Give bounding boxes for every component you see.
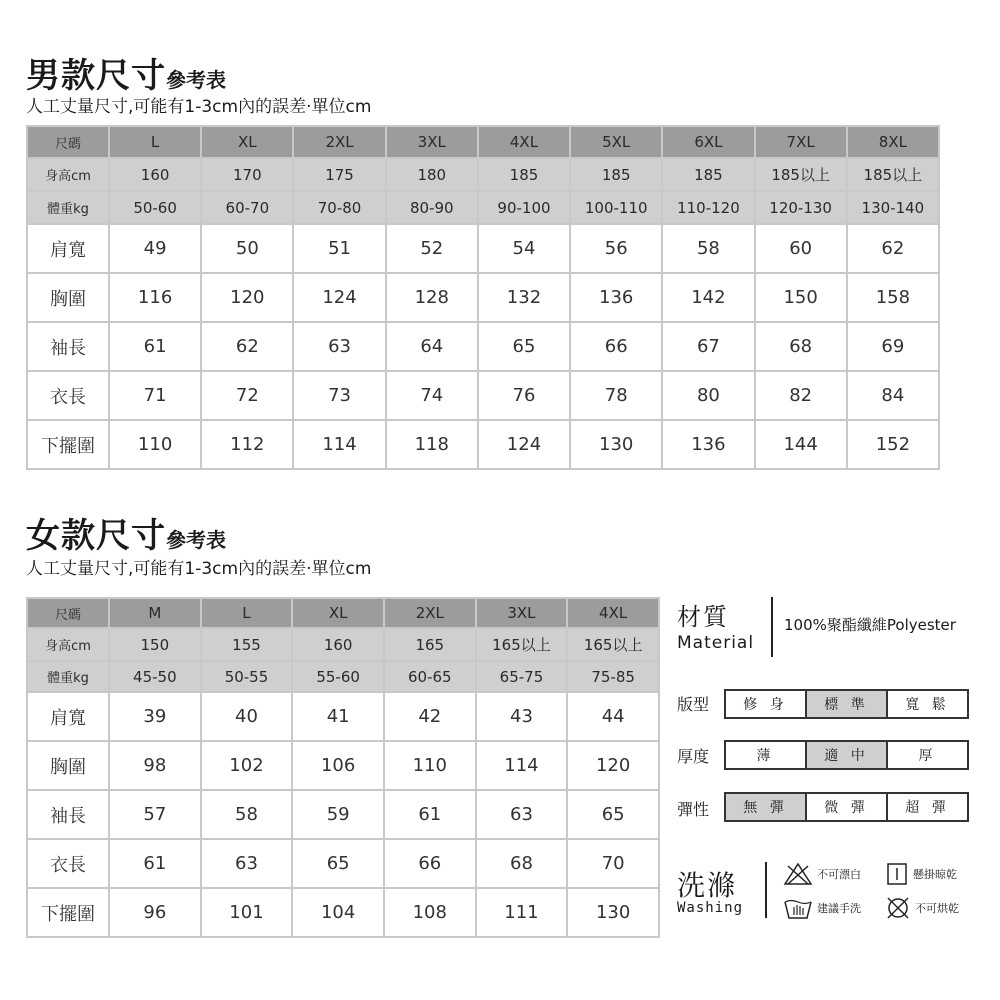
women-weight-row-label: 體重kg: [27, 661, 109, 692]
women-measure-row: [27, 888, 659, 937]
men-measure-row-cell: 73: [293, 371, 385, 420]
fit-option: 寬 鬆: [905, 697, 950, 713]
women-height-row-cell: 165以上: [476, 628, 568, 661]
women-measure-row-cell: 102: [201, 741, 293, 790]
women-height-row-cell: 165: [384, 628, 476, 661]
women-height-row-cell: 150: [109, 628, 201, 661]
men-measure-row-cell: 124: [293, 273, 385, 322]
men-measure-row-cell: 74: [386, 371, 478, 420]
care-hang-dry-text: 懸掛晾乾: [913, 868, 957, 881]
men-measure-row-cell: 51: [293, 224, 385, 273]
men-measure-row-cell: 150: [755, 273, 847, 322]
women-measure-row-cell: 57: [109, 790, 201, 839]
elasticity-option: 微 彈: [807, 794, 888, 820]
men-weight-row-cell: 130-140: [847, 191, 939, 224]
women-size-header-row-label: 尺碼: [27, 598, 109, 628]
men-measure-row-cell: 63: [293, 322, 385, 371]
men-weight-row-cell: 60-70: [201, 191, 293, 224]
men-measure-row-cell: 158: [847, 273, 939, 322]
women-size-header-row-cell: 4XL: [567, 598, 659, 628]
women-weight-row-cell: 50-55: [201, 661, 293, 692]
men-size-header-row-cell: 4XL: [478, 126, 570, 158]
men-size-header-row-cell: 7XL: [755, 126, 847, 158]
no-tumble-dry-icon: [885, 896, 911, 920]
men-size-header-row-cell: 3XL: [386, 126, 478, 158]
men-measure-row: [27, 322, 939, 371]
men-measure-row-cell: 120: [201, 273, 293, 322]
men-measure-row-cell: 130: [570, 420, 662, 469]
men-size-header-row: [27, 126, 939, 158]
men-measure-row-cell: 112: [201, 420, 293, 469]
men-measure-row-label: 衣長: [27, 371, 109, 420]
women-weight-row-cell: 55-60: [292, 661, 384, 692]
men-measure-row-cell: 69: [847, 322, 939, 371]
thickness-option: 厚: [918, 748, 937, 764]
women-measure-row-cell: 63: [201, 839, 293, 888]
men-weight-row-cell: 90-100: [478, 191, 570, 224]
men-measure-row-cell: 124: [478, 420, 570, 469]
men-measure-row-cell: 118: [386, 420, 478, 469]
men-height-row-cell: 185: [478, 158, 570, 191]
elasticity-option: 無 彈: [726, 794, 807, 820]
women-measure-row-cell: 101: [201, 888, 293, 937]
men-measure-row-cell: 144: [755, 420, 847, 469]
women-measure-row-label: 下擺圍: [27, 888, 109, 937]
women-height-row-cell: 160: [292, 628, 384, 661]
women-measure-row-cell: 96: [109, 888, 201, 937]
men-measure-row-cell: 65: [478, 322, 570, 371]
women-weight-row-cell: 75-85: [567, 661, 659, 692]
men-measure-row-cell: 128: [386, 273, 478, 322]
women-measure-row-cell: 108: [384, 888, 476, 937]
elasticity-option: 超 彈: [905, 800, 950, 816]
men-size-header-row-cell: 5XL: [570, 126, 662, 158]
men-height-row-cell: 185以上: [847, 158, 939, 191]
washing-label-en: Washing: [677, 900, 744, 916]
men-weight-row-label: 體重kg: [27, 191, 109, 224]
men-height-row-cell: 185: [570, 158, 662, 191]
women-measure-row-cell: 130: [567, 888, 659, 937]
thickness-options: [724, 740, 969, 770]
men-height-row-cell: 180: [386, 158, 478, 191]
men-height-row-cell: 160: [109, 158, 201, 191]
women-measure-row-cell: 44: [567, 692, 659, 741]
washing-label-zh: 洗滌: [677, 869, 738, 902]
women-measure-row-cell: 68: [476, 839, 568, 888]
men-measure-row-label: 肩寬: [27, 224, 109, 273]
women-size-header-row-cell: M: [109, 598, 201, 628]
women-measure-row: [27, 790, 659, 839]
women-measure-row-cell: 40: [201, 692, 293, 741]
men-height-row-label: 身高cm: [27, 158, 109, 191]
women-title-suffix: 參考表: [166, 528, 226, 552]
men-measure-row-cell: 76: [478, 371, 570, 420]
men-title-main: 男款尺寸: [26, 56, 166, 96]
women-measure-row-cell: 66: [384, 839, 476, 888]
women-weight-row-cell: 60-65: [384, 661, 476, 692]
women-weight-row: [27, 661, 659, 692]
care-no-bleach-text: 不可漂白: [817, 868, 861, 881]
men-size-header-row-cell: 2XL: [293, 126, 385, 158]
women-measure-row-cell: 59: [292, 790, 384, 839]
women-measure-row-cell: 114: [476, 741, 568, 790]
women-measure-row-cell: 111: [476, 888, 568, 937]
thickness-label: 厚度: [677, 747, 710, 766]
men-measure-row-cell: 60: [755, 224, 847, 273]
men-size-header-row-cell: L: [109, 126, 201, 158]
men-weight-row-cell: 110-120: [662, 191, 754, 224]
women-measure-row-cell: 65: [567, 790, 659, 839]
men-measure-row-cell: 62: [201, 322, 293, 371]
men-measure-row-cell: 66: [570, 322, 662, 371]
women-subtitle: 人工丈量尺寸,可能有1-3cm內的誤差‧單位cm: [26, 559, 372, 579]
women-measure-row-cell: 63: [476, 790, 568, 839]
elasticity-label: 彈性: [677, 800, 710, 819]
men-measure-row-cell: 72: [201, 371, 293, 420]
women-measure-row-cell: 61: [109, 839, 201, 888]
women-measure-row-cell: 104: [292, 888, 384, 937]
women-size-header-row-cell: L: [201, 598, 293, 628]
men-height-row-cell: 170: [201, 158, 293, 191]
men-height-row-cell: 185以上: [755, 158, 847, 191]
fit-option: 修 身: [726, 691, 807, 717]
care-hand-wash-text: 建議手洗: [817, 902, 861, 915]
men-measure-row-cell: 54: [478, 224, 570, 273]
men-height-row: [27, 158, 939, 191]
women-measure-row-label: 衣長: [27, 839, 109, 888]
men-measure-row: [27, 420, 939, 469]
men-size-header-row-cell: 8XL: [847, 126, 939, 158]
women-measure-row-label: 袖長: [27, 790, 109, 839]
washing-divider: [765, 862, 767, 918]
men-measure-row-cell: 49: [109, 224, 201, 273]
care-hand-wash: [783, 896, 861, 920]
men-measure-row-cell: 132: [478, 273, 570, 322]
men-measure-row-label: 胸圍: [27, 273, 109, 322]
hand-wash-icon: [783, 896, 813, 920]
men-measure-row-cell: 136: [662, 420, 754, 469]
men-measure-row-cell: 56: [570, 224, 662, 273]
men-measure-row: [27, 224, 939, 273]
women-height-row-label: 身高cm: [27, 628, 109, 661]
men-measure-row-cell: 142: [662, 273, 754, 322]
care-no-bleach: [783, 862, 861, 886]
men-measure-row-cell: 52: [386, 224, 478, 273]
women-measure-row-cell: 42: [384, 692, 476, 741]
men-size-header-row-label: 尺碼: [27, 126, 109, 158]
women-measure-row-cell: 58: [201, 790, 293, 839]
women-title: [26, 508, 226, 557]
men-measure-row-cell: 64: [386, 322, 478, 371]
women-measure-row-cell: 41: [292, 692, 384, 741]
women-weight-row-cell: 65-75: [476, 661, 568, 692]
men-title: [26, 48, 226, 97]
women-size-table: [26, 597, 660, 938]
men-measure-row-cell: 110: [109, 420, 201, 469]
women-measure-row-cell: 39: [109, 692, 201, 741]
men-measure-row-cell: 80: [662, 371, 754, 420]
fit-label: 版型: [677, 695, 710, 714]
men-measure-row-cell: 71: [109, 371, 201, 420]
women-measure-row-cell: 65: [292, 839, 384, 888]
men-measure-row-cell: 116: [109, 273, 201, 322]
men-weight-row-cell: 80-90: [386, 191, 478, 224]
men-weight-row: [27, 191, 939, 224]
men-size-header-row-cell: 6XL: [662, 126, 754, 158]
men-weight-row-cell: 50-60: [109, 191, 201, 224]
women-measure-row: [27, 741, 659, 790]
women-size-header-row-cell: 3XL: [476, 598, 568, 628]
men-measure-row-cell: 68: [755, 322, 847, 371]
material-label-en: Material: [677, 633, 755, 653]
men-measure-row-cell: 114: [293, 420, 385, 469]
women-size-header-row-cell: 2XL: [384, 598, 476, 628]
women-height-row-cell: 165以上: [567, 628, 659, 661]
women-measure-row-cell: 110: [384, 741, 476, 790]
women-measure-row-cell: 120: [567, 741, 659, 790]
men-measure-row-cell: 78: [570, 371, 662, 420]
men-measure-row: [27, 273, 939, 322]
women-height-row: [27, 628, 659, 661]
men-measure-row-cell: 136: [570, 273, 662, 322]
women-weight-row-cell: 45-50: [109, 661, 201, 692]
men-weight-row-cell: 120-130: [755, 191, 847, 224]
men-subtitle: 人工丈量尺寸,可能有1-3cm內的誤差‧單位cm: [26, 97, 372, 117]
men-measure-row-cell: 50: [201, 224, 293, 273]
women-measure-row-cell: 43: [476, 692, 568, 741]
women-measure-row-label: 胸圍: [27, 741, 109, 790]
women-measure-row: [27, 839, 659, 888]
men-measure-row-cell: 152: [847, 420, 939, 469]
women-size-header-row-cell: XL: [292, 598, 384, 628]
care-hang-dry: [885, 862, 957, 886]
men-measure-row-cell: 62: [847, 224, 939, 273]
men-height-row-cell: 175: [293, 158, 385, 191]
men-height-row-cell: 185: [662, 158, 754, 191]
women-title-main: 女款尺寸: [26, 516, 166, 556]
women-height-row-cell: 155: [201, 628, 293, 661]
women-measure-row: [27, 692, 659, 741]
men-size-header-row-cell: XL: [201, 126, 293, 158]
care-no-tumble-dry-text: 不可烘乾: [915, 902, 959, 915]
men-measure-row-cell: 61: [109, 322, 201, 371]
women-measure-row-cell: 61: [384, 790, 476, 839]
material-value: 100%聚酯纖維Polyester: [784, 616, 956, 634]
men-title-suffix: 參考表: [166, 68, 226, 92]
men-measure-row-label: 袖長: [27, 322, 109, 371]
material-divider: [771, 597, 773, 657]
men-weight-row-cell: 100-110: [570, 191, 662, 224]
women-measure-row-cell: 70: [567, 839, 659, 888]
men-measure-row-cell: 67: [662, 322, 754, 371]
hang-dry-icon: [885, 862, 909, 886]
material-label-zh: 材質: [677, 603, 729, 631]
men-weight-row-cell: 70-80: [293, 191, 385, 224]
men-measure-row-label: 下擺圍: [27, 420, 109, 469]
care-no-tumble-dry: [885, 896, 959, 920]
fit-options: [724, 689, 969, 719]
women-size-header-row: [27, 598, 659, 628]
women-measure-row-cell: 106: [292, 741, 384, 790]
fit-option: 標 準: [807, 691, 888, 717]
men-measure-row: [27, 371, 939, 420]
elasticity-options: [724, 792, 969, 822]
no-bleach-icon: [783, 862, 813, 886]
men-measure-row-cell: 82: [755, 371, 847, 420]
thickness-option: 適 中: [807, 742, 888, 768]
thickness-option: 薄: [726, 742, 807, 768]
men-measure-row-cell: 84: [847, 371, 939, 420]
men-size-table: [26, 125, 940, 470]
men-measure-row-cell: 58: [662, 224, 754, 273]
women-measure-row-label: 肩寬: [27, 692, 109, 741]
women-measure-row-cell: 98: [109, 741, 201, 790]
